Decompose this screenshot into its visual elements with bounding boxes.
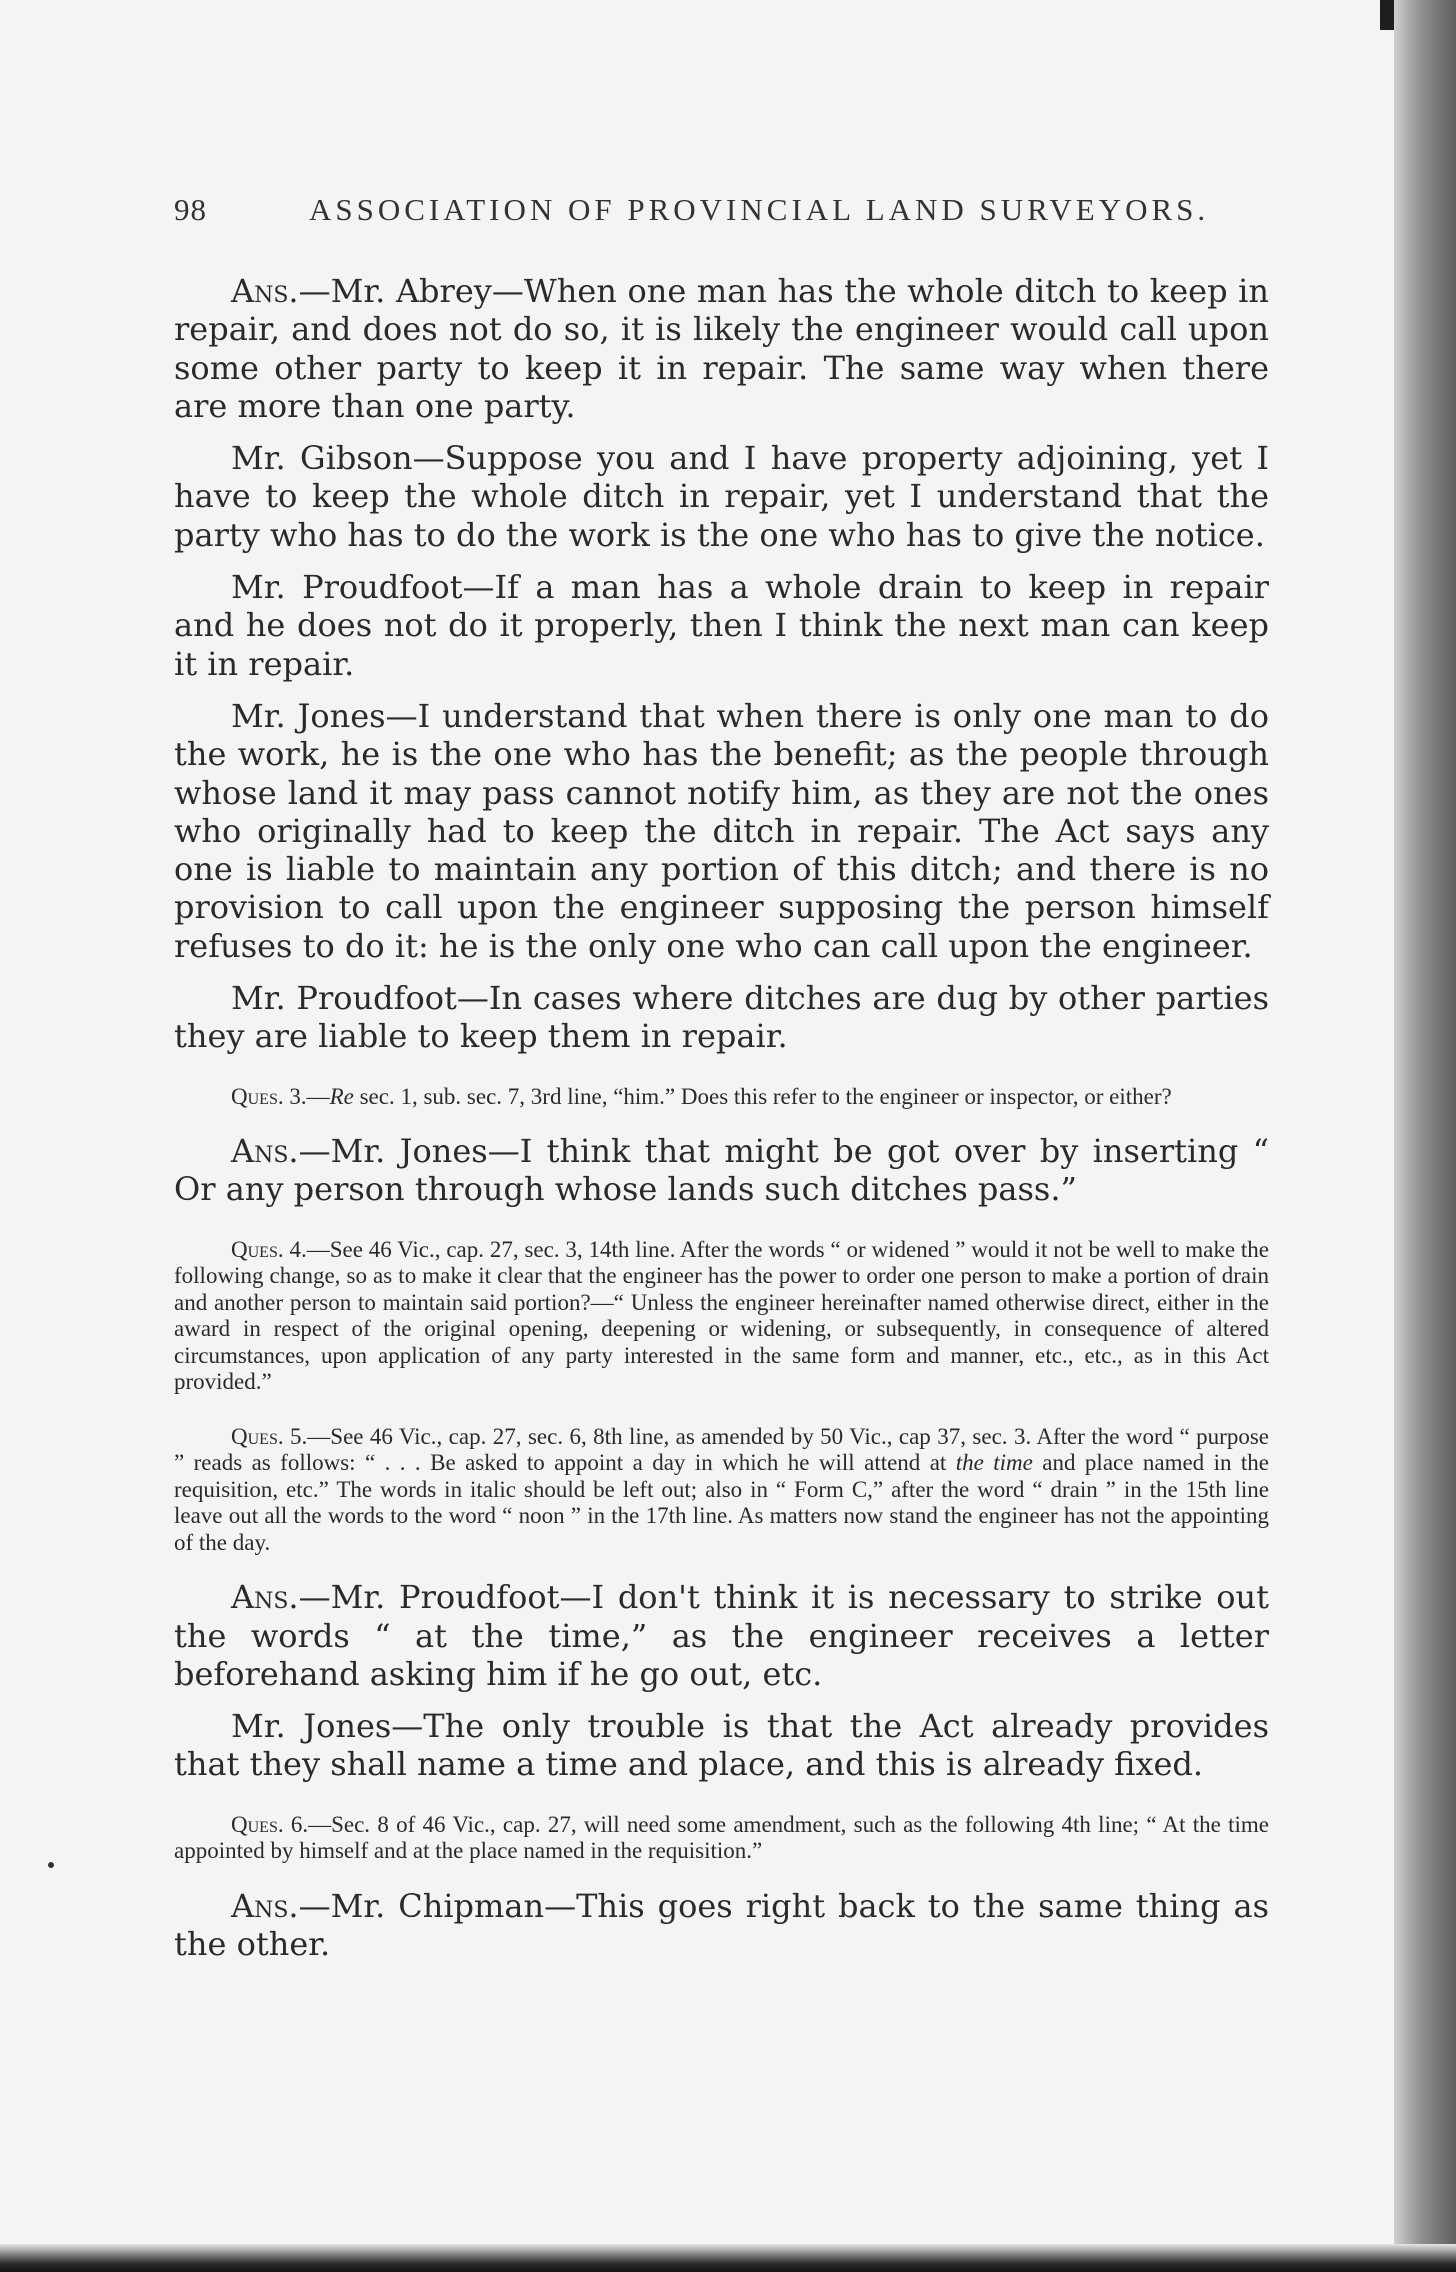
question-text: and place named in the requisition, etc.” The words in italic should be left out; also in “ Form C,” after the word “ drain ” in the 15th line leave out all the words to the word “ noon ” in the 17th line. As matters now stand the engineer has not the appointing of the day. [174, 1450, 1269, 1555]
page-number: 98 [174, 192, 207, 227]
answer-paragraph [174, 272, 1269, 425]
question-3 [174, 1084, 1269, 1111]
answer-lead: Ans. [231, 1132, 299, 1171]
answer-lead: Ans. [231, 272, 299, 310]
running-header [174, 192, 1269, 228]
discussion-paragraph [174, 1707, 1269, 1784]
question-text: 4.—See 46 Vic., cap. 27, sec. 3, 14th line. After the words “ or widened ” would it not be well to make the following change, so as to make it clear that the engineer has the power to order one person to make a portion of drain and another person to maintain said portion?—“ Unless the engineer hereinafter named otherwise direct, either in the award in respect of the original opening, deepening or widening, or subsequently, in consequence of altered circumstances, upon application of any party interested in the same form and manner, etc., etc., as in this Act provided.” [174, 1236, 1269, 1395]
italic-term: the time [955, 1450, 1033, 1476]
question-text: 5.—See 46 Vic., cap. 27, sec. 6, 8th line, as amended by 50 Vic., cap 37, sec. 3. After the word “ purpose ” reads as follows: “ . . . Be asked to appoint a day in which he will attend at [174, 1423, 1269, 1476]
paragraph-text: Mr. Jones—I understand that when there is only one man to do the work, he is the one who has the benefit; as the people through whose land it may pass cannot notify him, as they are not the ones who originally had to keep the ditch in repair. The Act says any one is liable to maintain any portion of this ditch; and there is no provision to call upon the engineer supposing the person himself refuses to do it: he is the only one who can call upon the engineer. [174, 696, 1269, 965]
paragraph-text: —Mr. Abrey—When one man has the whole ditch to keep in repair, and does not do so, it is likely the engineer would call upon some other party to keep it in repair. The same way when there are more than one party. [174, 272, 1269, 425]
question-4 [174, 1237, 1269, 1396]
question-5 [174, 1424, 1269, 1557]
page-edge-mark [1380, 0, 1394, 30]
paragraph-text: Mr. Proudfoot—If a man has a whole drain to keep in repair and he does not do it properly, then I think the next man can keep it in repair. [174, 568, 1269, 683]
page-content [174, 192, 1269, 1977]
page-bottom-edge [0, 2244, 1456, 2272]
italic-term: Re [329, 1083, 354, 1109]
question-lead: Ques. [231, 1083, 284, 1109]
paragraph-text: —Mr. Chipman—This goes right back to the same thing as the other. [174, 1886, 1269, 1964]
discussion-paragraph [174, 697, 1269, 965]
paragraph-text: Mr. Gibson—Suppose you and I have property adjoining, yet I have to keep the whole ditch in repair, yet I understand that the party who has to do the work is the one who has to give the notice. [174, 439, 1269, 554]
question-6 [174, 1812, 1269, 1865]
paragraph-text: —Mr. Proudfoot—I don't think it is necessary to strike out the words “ at the time,” as the engineer receives a letter beforehand asking him if he go out, etc. [174, 1578, 1269, 1693]
answer-3 [174, 1132, 1269, 1209]
question-number: 3.— [283, 1083, 330, 1109]
answer-5 [174, 1578, 1269, 1693]
question-text: 6.—Sec. 8 of 46 Vic., cap. 27, will need some amendment, such as the following 4th line; “ At the time appointed by himself and at the place named in the requisition.” [174, 1811, 1269, 1864]
question-lead: Ques. [231, 1236, 284, 1262]
paragraph-text: Mr. Jones—The only trouble is that the Act already provides that they shall name a time and place, and this is already fixed. [174, 1707, 1269, 1784]
paragraph-text: Mr. Proudfoot—In cases where ditches are dug by other parties they are liable to keep them in repair. [174, 979, 1269, 1056]
page-gutter-shadow [1394, 0, 1456, 2272]
ink-speck [48, 1862, 54, 1868]
paragraph-text: —Mr. Jones—I think that might be got over by inserting “ Or any person through whose lands such ditches pass.” [174, 1132, 1269, 1209]
running-title: ASSOCIATION OF PROVINCIAL LAND SURVEYORS. [309, 192, 1210, 227]
answer-lead: Ans. [231, 1578, 299, 1617]
question-lead: Ques. [231, 1423, 284, 1449]
question-lead: Ques. [231, 1811, 284, 1837]
answer-6 [174, 1887, 1269, 1964]
answer-lead: Ans. [231, 1886, 299, 1925]
question-text: sec. 1, sub. sec. 7, 3rd line, “him.” Does this refer to the engineer or inspector, or either? [353, 1083, 1172, 1109]
discussion-paragraph [174, 568, 1269, 683]
discussion-paragraph [174, 979, 1269, 1056]
discussion-paragraph [174, 439, 1269, 554]
